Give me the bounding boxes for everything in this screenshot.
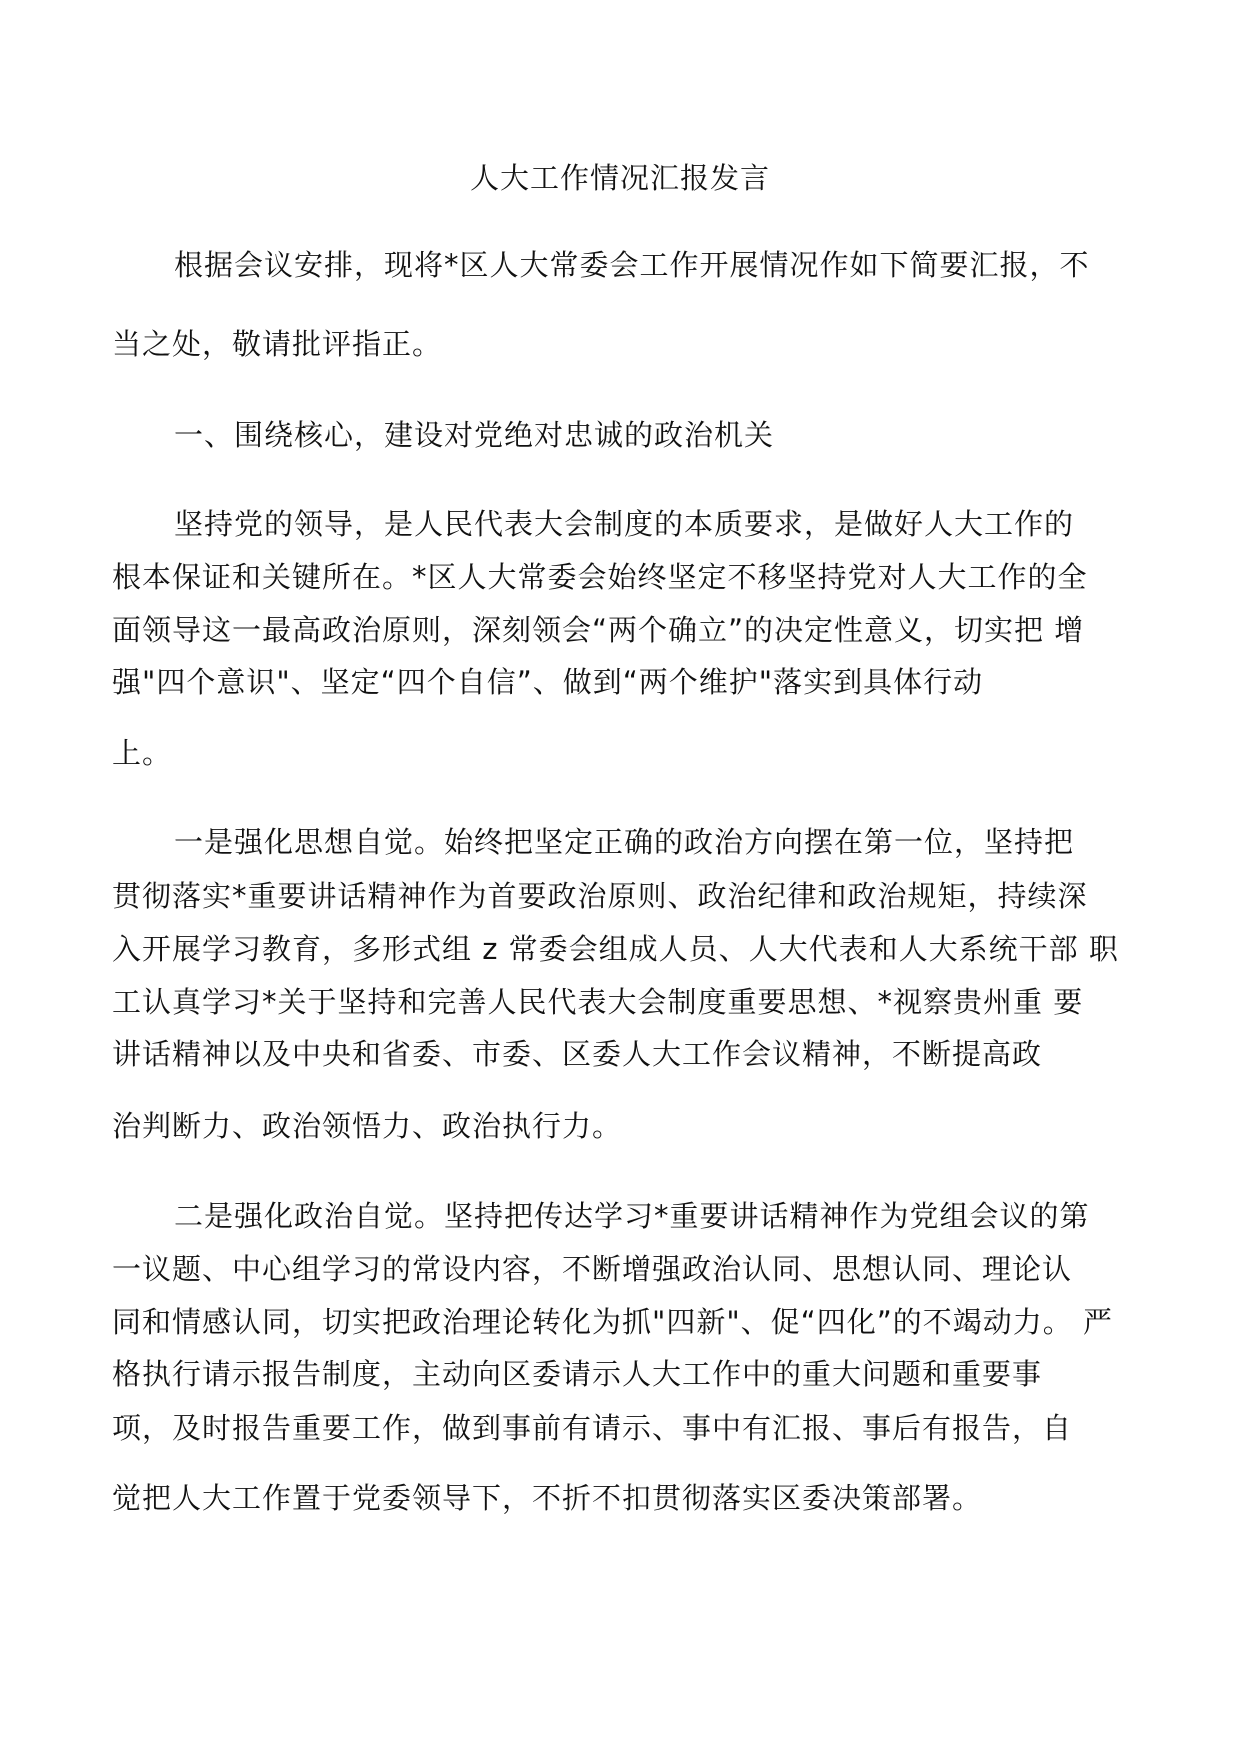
para1-line-2: 根本保证和关键所在。*区人大常委会始终坚定不移坚持党对人大工作的全 xyxy=(112,560,1088,594)
para2-line-1: 一是强化思想自觉。始终把坚定正确的政治方向摆在第一位，坚持把 xyxy=(174,825,1075,859)
para3-line-1: 二是强化政治自觉。坚持把传达学习*重要讲话精神作为党组会议的第 xyxy=(174,1199,1090,1233)
document-title: 人大工作情况汇报发言 xyxy=(469,161,770,195)
para2-line-4: 工认真学习*关于坚持和完善人民代表大会制度重要思想、*视察贵州重 要 xyxy=(112,985,1084,1019)
para1-line-1: 坚持党的领导，是人民代表大会制度的本质要求，是做好人大工作的 xyxy=(174,507,1075,541)
para3-line-3: 同和情感认同，切实把政治理论转化为抓"四新"、促“四化”的不竭动力。 严 xyxy=(112,1305,1113,1339)
para2-line-5: 讲话精神以及中央和省委、市委、区委人大工作会议精神，不断提高政 xyxy=(112,1037,1043,1071)
section-1-heading: 一、围绕核心，建设对党绝对忠诚的政治机关 xyxy=(174,418,775,452)
intro-line-1: 根据会议安排，现将*区人大常委会工作开展情况作如下简要汇报，不 xyxy=(174,248,1090,282)
para3-line-5: 项，及时报告重要工作，做到事前有请示、事中有汇报、事后有报告，自 xyxy=(112,1411,1073,1445)
para1-line-5: 上。 xyxy=(112,736,173,770)
para3-line-2: 一议题、中心组学习的常设内容，不断增强政治认同、思想认同、理论认 xyxy=(112,1252,1073,1286)
para2-line-3: 入开展学习教育，多形式组 z 常委会组成人员、人大代表和人大系统干部 职 xyxy=(112,932,1119,966)
para1-line-3: 面领导这一最高政治原则，深刻领会“两个确立”的决定性意义，切实把 增 xyxy=(112,613,1085,647)
para3-line-6: 觉把人大工作置于党委领导下，不折不扣贯彻落实区委决策部署。 xyxy=(112,1481,983,1515)
para1-line-4: 强"四个意识"、坚定“四个自信”、做到“两个维护"落实到具体行动 xyxy=(112,665,984,699)
para2-line-6: 治判断力、政治领悟力、政治执行力。 xyxy=(112,1109,623,1143)
para2-line-2: 贯彻落实*重要讲话精神作为首要政治原则、政治纪律和政治规矩，持续深 xyxy=(112,879,1088,913)
para3-line-4: 格执行请示报告制度，主动向区委请示人大工作中的重大问题和重要事 xyxy=(112,1357,1043,1391)
intro-line-2: 当之处，敬请批评指正。 xyxy=(112,327,443,361)
